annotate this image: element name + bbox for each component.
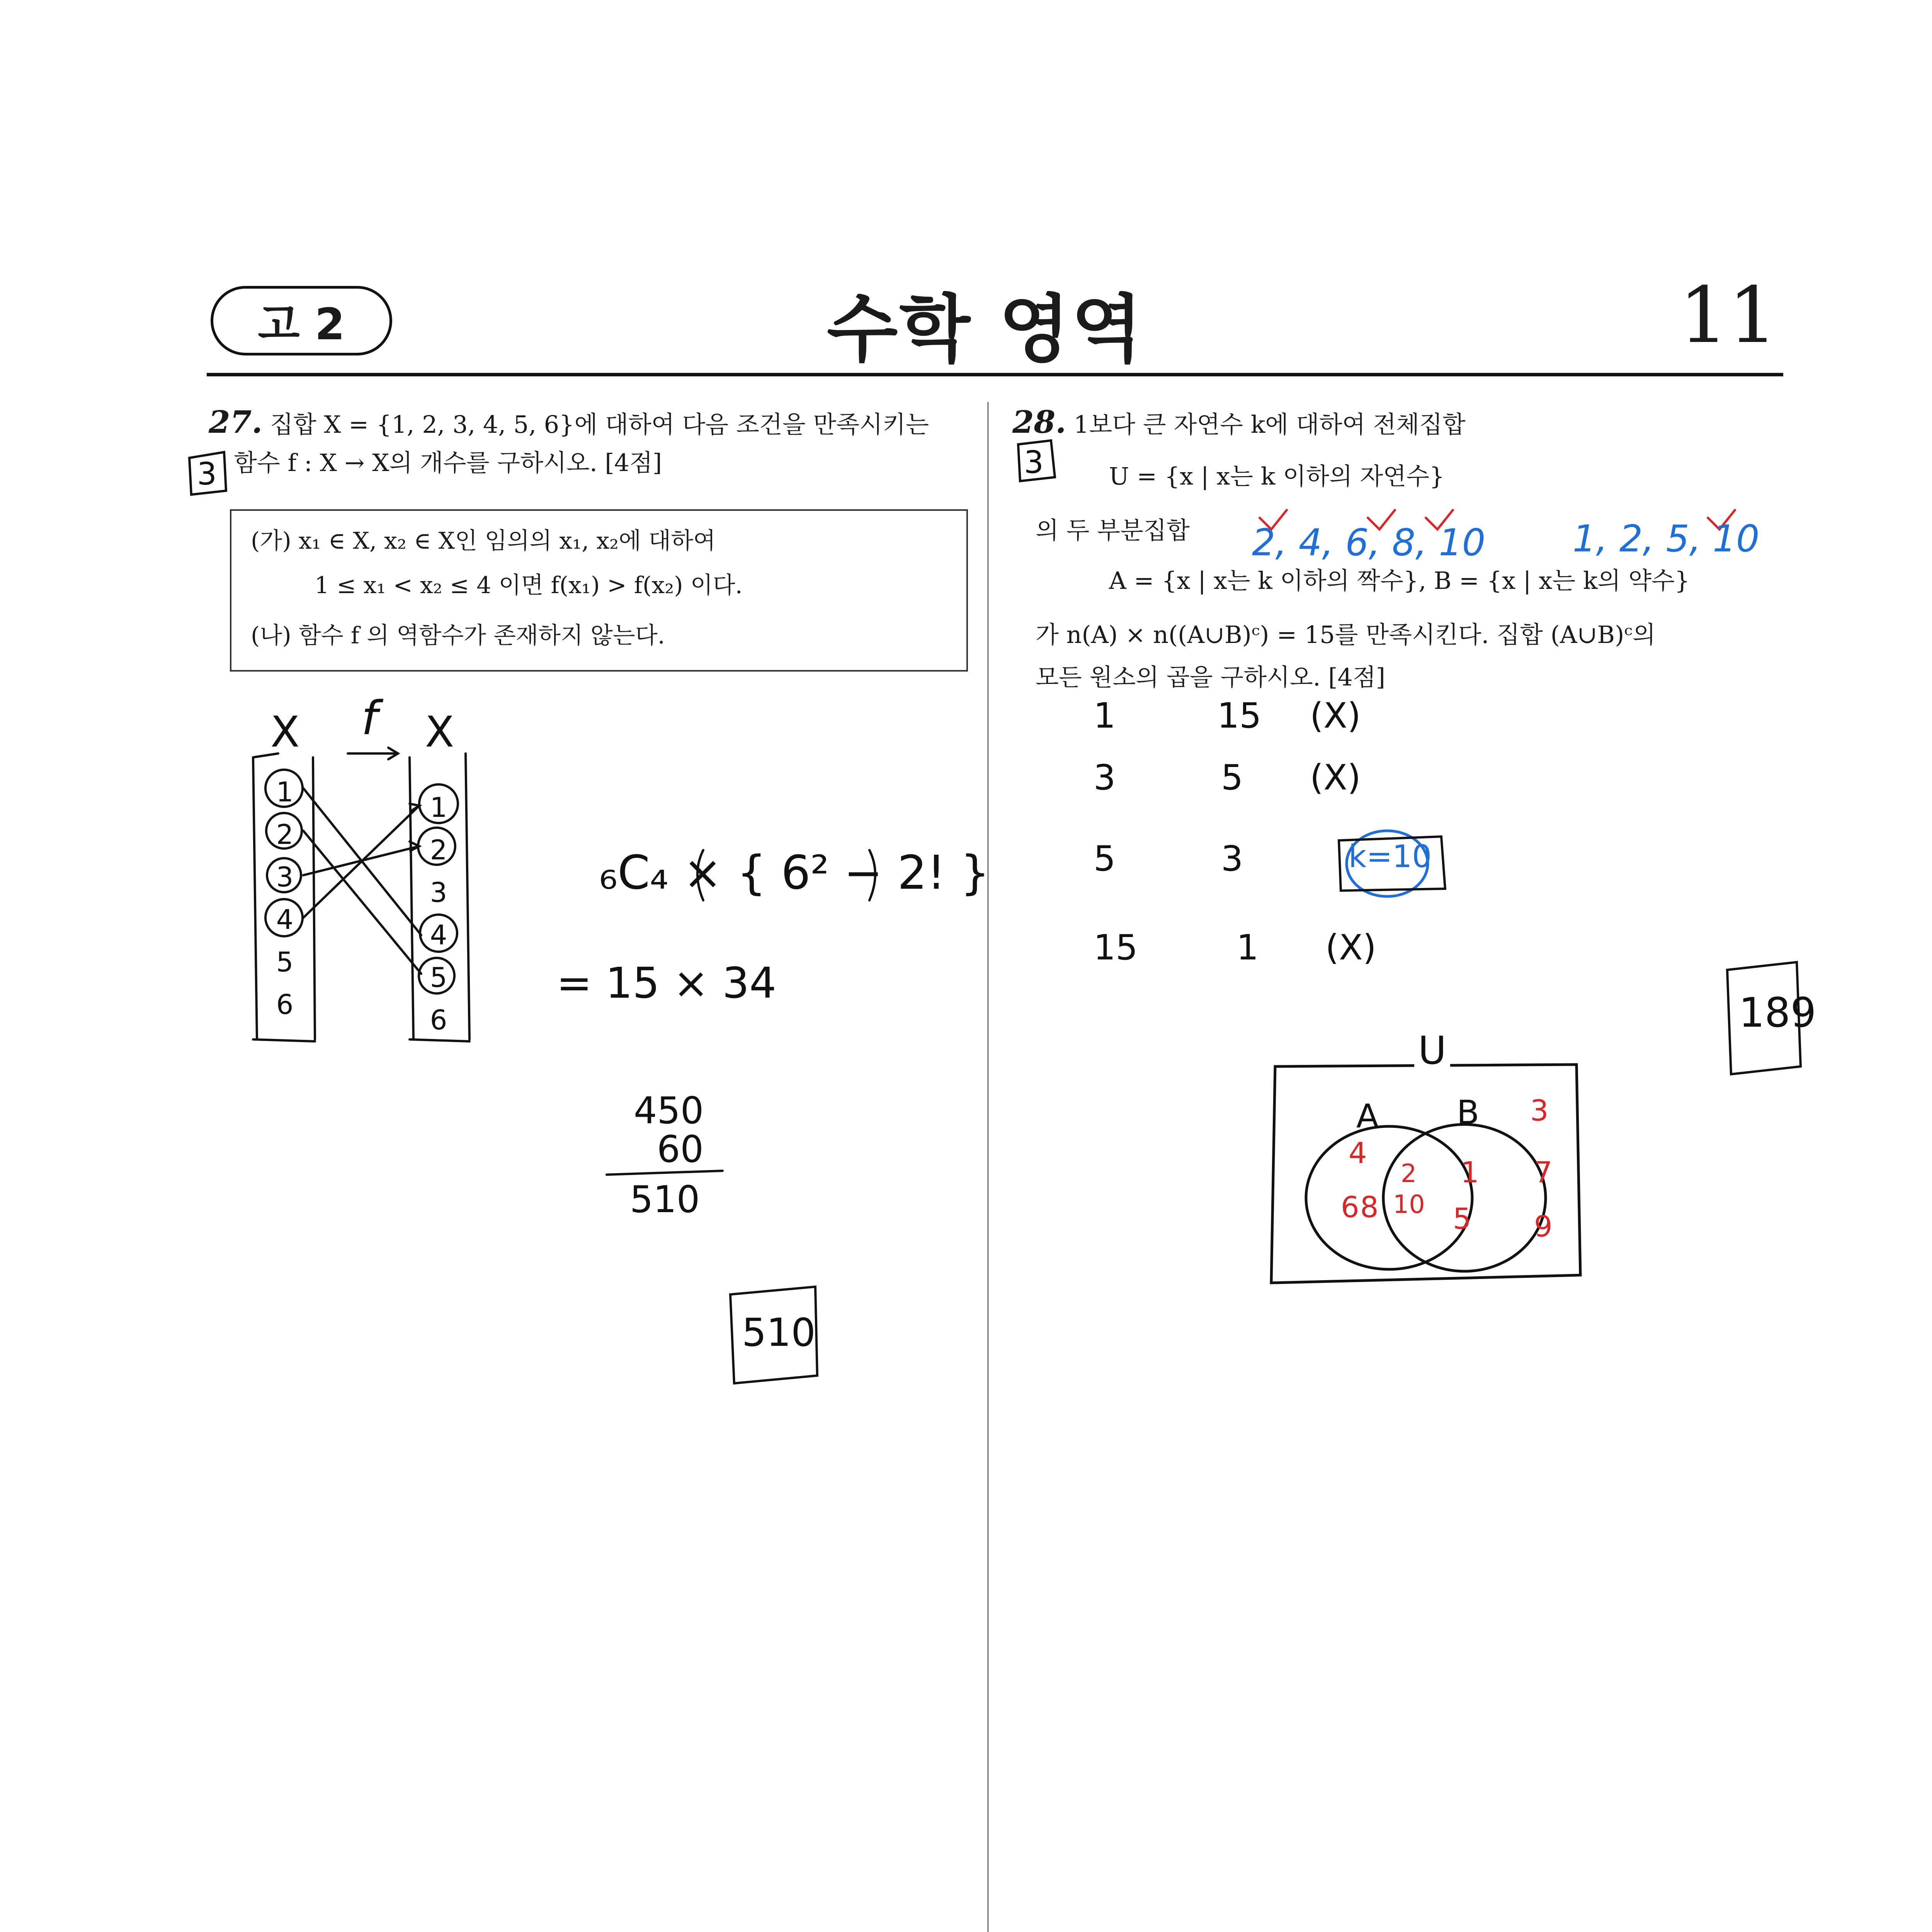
q28-mark: 3 bbox=[1024, 444, 1044, 480]
venn-u-label: U bbox=[1414, 1028, 1450, 1073]
q28-stem-3: 가 n(A) × n((A∪B)ᶜ) = 15를 만족시킨다. 집합 (A∪B)ᶜ의 bbox=[1036, 621, 1656, 649]
q27-stem-1: 집합 X = {1, 2, 3, 4, 5, 6}에 대하여 다음 조건을 만족시키는 bbox=[270, 410, 929, 439]
q27-formula: ₆C₄ × { 6² − 2! } bbox=[599, 846, 990, 900]
q28-stem-2: 의 두 부분집합 bbox=[1036, 516, 1190, 544]
q27-stem-2: 함수 f : X → X의 개수를 구하시오. [4점] bbox=[234, 449, 662, 477]
q27-left-elem: 5 bbox=[276, 946, 294, 978]
venn-elem: 3 bbox=[1530, 1094, 1549, 1128]
venn-elem: 7 bbox=[1534, 1155, 1553, 1189]
venn-elem: 10 bbox=[1393, 1190, 1425, 1219]
venn-elem: 2 bbox=[1401, 1159, 1417, 1188]
q28-row-c: (X) bbox=[1325, 927, 1376, 968]
q27-right-elem: 1 bbox=[430, 792, 447, 823]
q28-b-elements: 1, 2, 5, 10 bbox=[1573, 518, 1760, 560]
q27-set-x-right: X bbox=[425, 707, 454, 757]
q27-step: = 15 × 34 bbox=[556, 958, 777, 1008]
q28-sets-ab: A = {x | x는 k 이하의 짝수}, B = {x | x는 k의 약수} bbox=[1109, 566, 1690, 595]
q27-answer: 510 bbox=[742, 1310, 816, 1355]
q28-row-c: k=10 bbox=[1349, 838, 1432, 874]
q27-cond-a-1: (가) x₁ ∈ X, x₂ ∈ X인 임의의 x₁, x₂에 대하여 bbox=[251, 527, 716, 554]
venn-elem: 5 bbox=[1453, 1202, 1471, 1236]
q28-number: 28. bbox=[1012, 404, 1066, 440]
q28-row-b: 1 bbox=[1236, 927, 1259, 968]
q27-left-elem: 4 bbox=[276, 904, 294, 935]
venn-elem: 6 bbox=[1341, 1190, 1359, 1224]
q28-row-a: 3 bbox=[1094, 757, 1116, 798]
subject-title: 수학 영역 bbox=[827, 287, 1144, 372]
q27-left-elem: 6 bbox=[276, 989, 294, 1020]
venn-b-label: B bbox=[1457, 1094, 1480, 1132]
venn-elem: 1 bbox=[1461, 1155, 1479, 1189]
venn-circle-a bbox=[1306, 1126, 1472, 1269]
q28-row-c: (X) bbox=[1310, 757, 1361, 798]
q27-f-label: f bbox=[361, 692, 378, 745]
q28-set-u: U = {x | x는 k 이하의 자연수} bbox=[1109, 462, 1445, 490]
q28-stem-1: 1보다 큰 자연수 k에 대하여 전체집합 bbox=[1073, 410, 1466, 439]
q27-right-elem: 4 bbox=[430, 919, 447, 951]
q28-stem-4: 모든 원소의 곱을 구하시오. [4점] bbox=[1036, 663, 1386, 691]
q27-sum-b: 60 bbox=[657, 1128, 704, 1171]
q28-row-b: 3 bbox=[1221, 838, 1243, 879]
q27-cond-a-2: 1 ≤ x₁ < x₂ ≤ 4 이면 f(x₁) > f(x₂) 이다. bbox=[315, 572, 743, 599]
q28-row-c: (X) bbox=[1310, 696, 1361, 736]
grade-badge-text: 고 2 bbox=[258, 299, 345, 350]
q27-number: 27. bbox=[209, 404, 263, 440]
q28-row-a: 1 bbox=[1094, 696, 1116, 736]
q27-right-elem: 2 bbox=[430, 834, 447, 866]
q27-sum-a: 450 bbox=[634, 1090, 704, 1132]
venn-elem: 8 bbox=[1360, 1190, 1379, 1224]
q27-right-elem: 6 bbox=[430, 1004, 447, 1036]
q27-mark: 3 bbox=[197, 456, 217, 492]
q28-row-a: 5 bbox=[1094, 838, 1116, 879]
q28-row-a: 15 bbox=[1094, 927, 1138, 968]
q28-answer: 189 bbox=[1739, 989, 1816, 1036]
q28-a-elements: 2, 4, 6, 8, 10 bbox=[1252, 522, 1486, 564]
q27-left-elem: 3 bbox=[276, 861, 294, 893]
venn-a-label: A bbox=[1356, 1097, 1379, 1136]
q28-row-b: 5 bbox=[1221, 757, 1243, 798]
q27-right-elem: 5 bbox=[430, 962, 447, 993]
q27-left-elem: 2 bbox=[276, 819, 294, 850]
q27-cond-b: (나) 함수 f 의 역함수가 존재하지 않는다. bbox=[251, 622, 665, 649]
q27-set-x-left: X bbox=[270, 707, 300, 757]
q27-sum-result: 510 bbox=[630, 1179, 700, 1221]
q27-left-elem: 1 bbox=[276, 776, 294, 808]
q28-row-b: 15 bbox=[1217, 696, 1262, 736]
venn-elem: 4 bbox=[1349, 1136, 1367, 1170]
page-number: 11 bbox=[1679, 270, 1777, 361]
venn-elem: 9 bbox=[1534, 1209, 1553, 1243]
q27-right-elem: 3 bbox=[430, 877, 447, 908]
